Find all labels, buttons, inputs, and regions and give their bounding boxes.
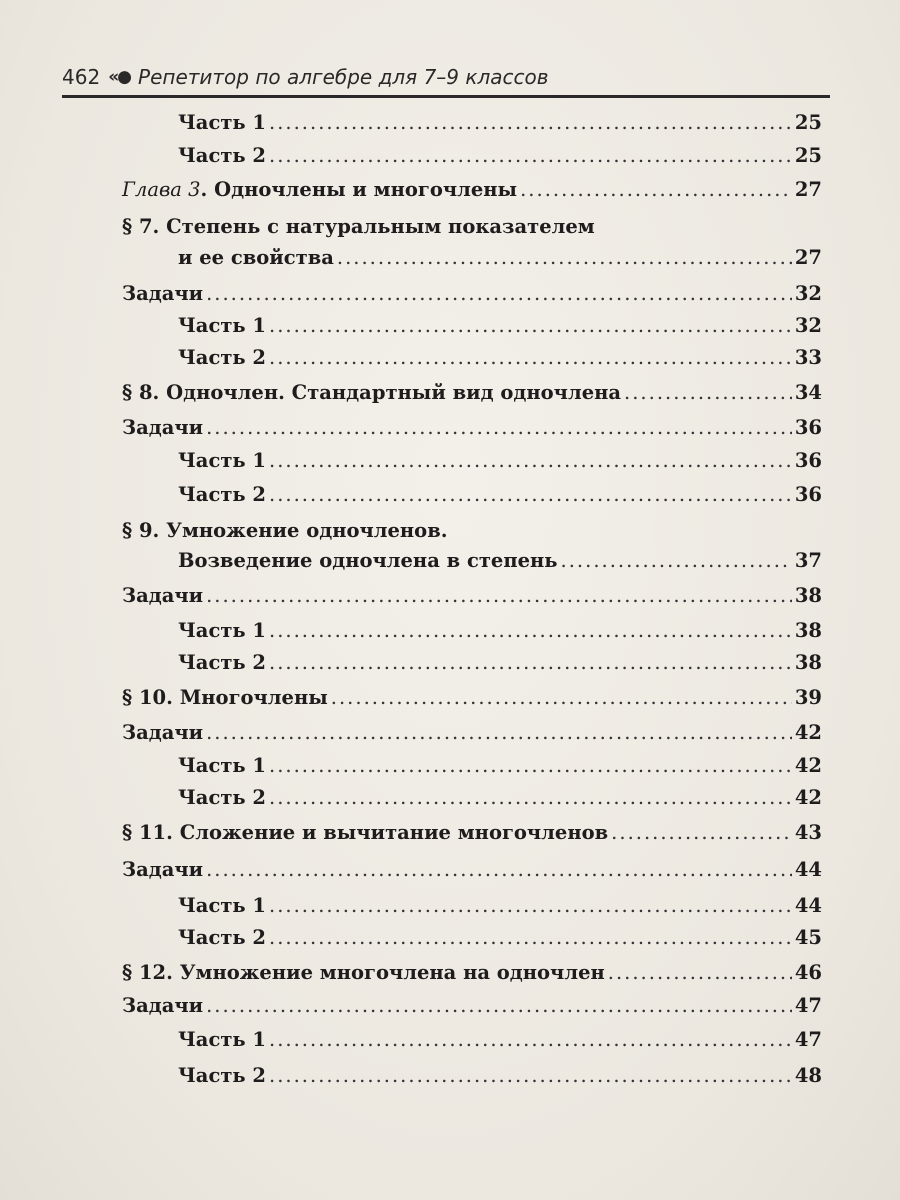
toc-entry-label: Задачи xyxy=(122,994,204,1017)
toc-entry xyxy=(178,244,822,272)
toc-entry xyxy=(122,379,822,407)
toc-entry-label: Часть 1 xyxy=(178,449,266,472)
toc-entry-label: Часть 2 xyxy=(178,144,266,167)
toc-page-number: 47 xyxy=(794,994,822,1017)
toc-page-number: 39 xyxy=(794,686,822,709)
toc-entry xyxy=(122,684,822,712)
toc-entry-label: Часть 2 xyxy=(178,786,266,809)
toc-entry-label: Задачи xyxy=(122,584,204,607)
toc-page-number: 25 xyxy=(794,144,822,167)
toc-entry xyxy=(122,719,822,747)
dot-leader xyxy=(269,109,792,137)
toc-entry xyxy=(122,856,822,884)
toc-page-number: 43 xyxy=(794,821,822,844)
dot-leader xyxy=(337,244,792,272)
toc-page-number: 27 xyxy=(794,246,822,269)
toc-page-number: 47 xyxy=(794,1028,822,1051)
toc-page-number: 48 xyxy=(794,1064,822,1087)
toc-entry xyxy=(178,447,822,475)
dot-leader xyxy=(561,547,792,575)
running-header xyxy=(62,60,830,94)
toc-entry xyxy=(178,924,822,952)
toc-entry-label: Часть 1 xyxy=(178,314,266,337)
dot-leader xyxy=(206,719,792,747)
toc-entry xyxy=(122,582,822,610)
chapter-prefix: Глава 3 xyxy=(122,178,201,201)
toc-page-number: 38 xyxy=(794,651,822,674)
header-rule xyxy=(62,95,830,98)
toc-entry xyxy=(178,312,822,340)
toc-entry xyxy=(178,892,822,920)
dot-leader xyxy=(206,992,792,1020)
toc-page-number: 46 xyxy=(794,961,822,984)
toc-entry xyxy=(178,752,822,780)
toc-entry-label: Часть 2 xyxy=(178,926,266,949)
dot-leader xyxy=(269,1026,792,1054)
toc-entry-line xyxy=(122,213,822,241)
toc-entry-label: Часть 1 xyxy=(178,111,266,134)
toc-entry xyxy=(122,959,822,987)
toc-page-number: 45 xyxy=(794,926,822,949)
dot-leader xyxy=(520,176,792,204)
toc-entry-label: § 9. Умножение одночленов. xyxy=(122,519,448,542)
page-number: 462 xyxy=(62,65,101,89)
toc-entry xyxy=(122,280,822,308)
dot-leader xyxy=(269,142,792,170)
toc-page-number: 36 xyxy=(794,449,822,472)
toc-entry-label: § 8. Одночлен. Стандартный вид одночлена xyxy=(122,381,622,404)
toc-entry-label: Часть 1 xyxy=(178,894,266,917)
toc-entry xyxy=(178,547,822,575)
toc-entry-label: Задачи xyxy=(122,416,204,439)
toc-entry xyxy=(178,344,822,372)
dot-leader xyxy=(206,856,792,884)
toc-entry-label: Задачи xyxy=(122,721,204,744)
toc-page-number: 42 xyxy=(794,721,822,744)
toc-entry xyxy=(178,109,822,137)
dot-leader xyxy=(206,414,792,442)
toc-entry xyxy=(122,992,822,1020)
toc-entry-label: § 12. Умножение многочлена на одночлен xyxy=(122,961,605,984)
toc-entry xyxy=(178,617,822,645)
toc-page-number: 36 xyxy=(794,416,822,439)
toc-entry xyxy=(178,481,822,509)
toc-entry xyxy=(178,649,822,677)
toc-page-number: 27 xyxy=(794,178,822,201)
toc-entry-label: Часть 2 xyxy=(178,651,266,674)
toc-page-number: 38 xyxy=(794,619,822,642)
book-title: Репетитор по алгебре для 7–9 классов xyxy=(138,65,549,89)
toc-entry-label: и ее свойства xyxy=(178,246,334,269)
toc-page-number: 34 xyxy=(794,381,822,404)
toc-entry-label: Часть 1 xyxy=(178,754,266,777)
dot-leader xyxy=(624,379,792,407)
chapter-title: . Одночлены и многочлены xyxy=(200,178,518,201)
toc-page-number: 42 xyxy=(794,786,822,809)
dot-leader xyxy=(269,312,792,340)
dot-leader xyxy=(206,280,792,308)
toc-entry xyxy=(178,1062,822,1090)
toc-page-number: 37 xyxy=(794,549,822,572)
toc-entry xyxy=(122,819,822,847)
dot-leader xyxy=(206,582,792,610)
toc-page-number: 32 xyxy=(794,314,822,337)
dot-leader xyxy=(269,1062,792,1090)
dot-leader xyxy=(269,344,792,372)
toc-page-number: 32 xyxy=(794,282,822,305)
toc-entry xyxy=(178,784,822,812)
toc-entry-label: Часть 2 xyxy=(178,483,266,506)
ornament-icon: «● xyxy=(108,67,131,87)
toc-page-number: 25 xyxy=(794,111,822,134)
dot-leader xyxy=(269,481,792,509)
toc-entry-label: Задачи xyxy=(122,282,204,305)
toc-entry-label: § 7. Степень с натуральным показателем xyxy=(122,215,595,238)
toc-entry-label: Часть 1 xyxy=(178,619,266,642)
dot-leader xyxy=(269,649,792,677)
dot-leader xyxy=(269,447,792,475)
toc-page-number: 42 xyxy=(794,754,822,777)
toc-entry-label: § 10. Многочлены xyxy=(122,686,328,709)
toc-entry-label: § 11. Сложение и вычитание многочленов xyxy=(122,821,609,844)
dot-leader xyxy=(331,684,792,712)
toc-entry xyxy=(122,176,822,204)
dot-leader xyxy=(608,959,792,987)
dot-leader xyxy=(269,892,792,920)
toc-entry xyxy=(122,414,822,442)
toc-page-number: 38 xyxy=(794,584,822,607)
toc-entry xyxy=(178,142,822,170)
toc-entry-label xyxy=(122,176,517,204)
toc-entry-label: Задачи xyxy=(122,858,204,881)
toc-entry-label: Часть 1 xyxy=(178,1028,266,1051)
toc-page-number: 33 xyxy=(794,346,822,369)
toc-entry xyxy=(178,1026,822,1054)
dot-leader xyxy=(269,752,792,780)
toc-page-number: 44 xyxy=(794,894,822,917)
toc-page-number: 44 xyxy=(794,858,822,881)
dot-leader xyxy=(611,819,792,847)
toc-entry-label: Возведение одночлена в степень xyxy=(178,549,558,572)
dot-leader xyxy=(269,924,792,952)
dot-leader xyxy=(269,617,792,645)
toc-entry-line xyxy=(122,517,822,545)
toc-page-number: 36 xyxy=(794,483,822,506)
dot-leader xyxy=(269,784,792,812)
toc-entry-label: Часть 2 xyxy=(178,346,266,369)
toc-entry-label: Часть 2 xyxy=(178,1064,266,1087)
